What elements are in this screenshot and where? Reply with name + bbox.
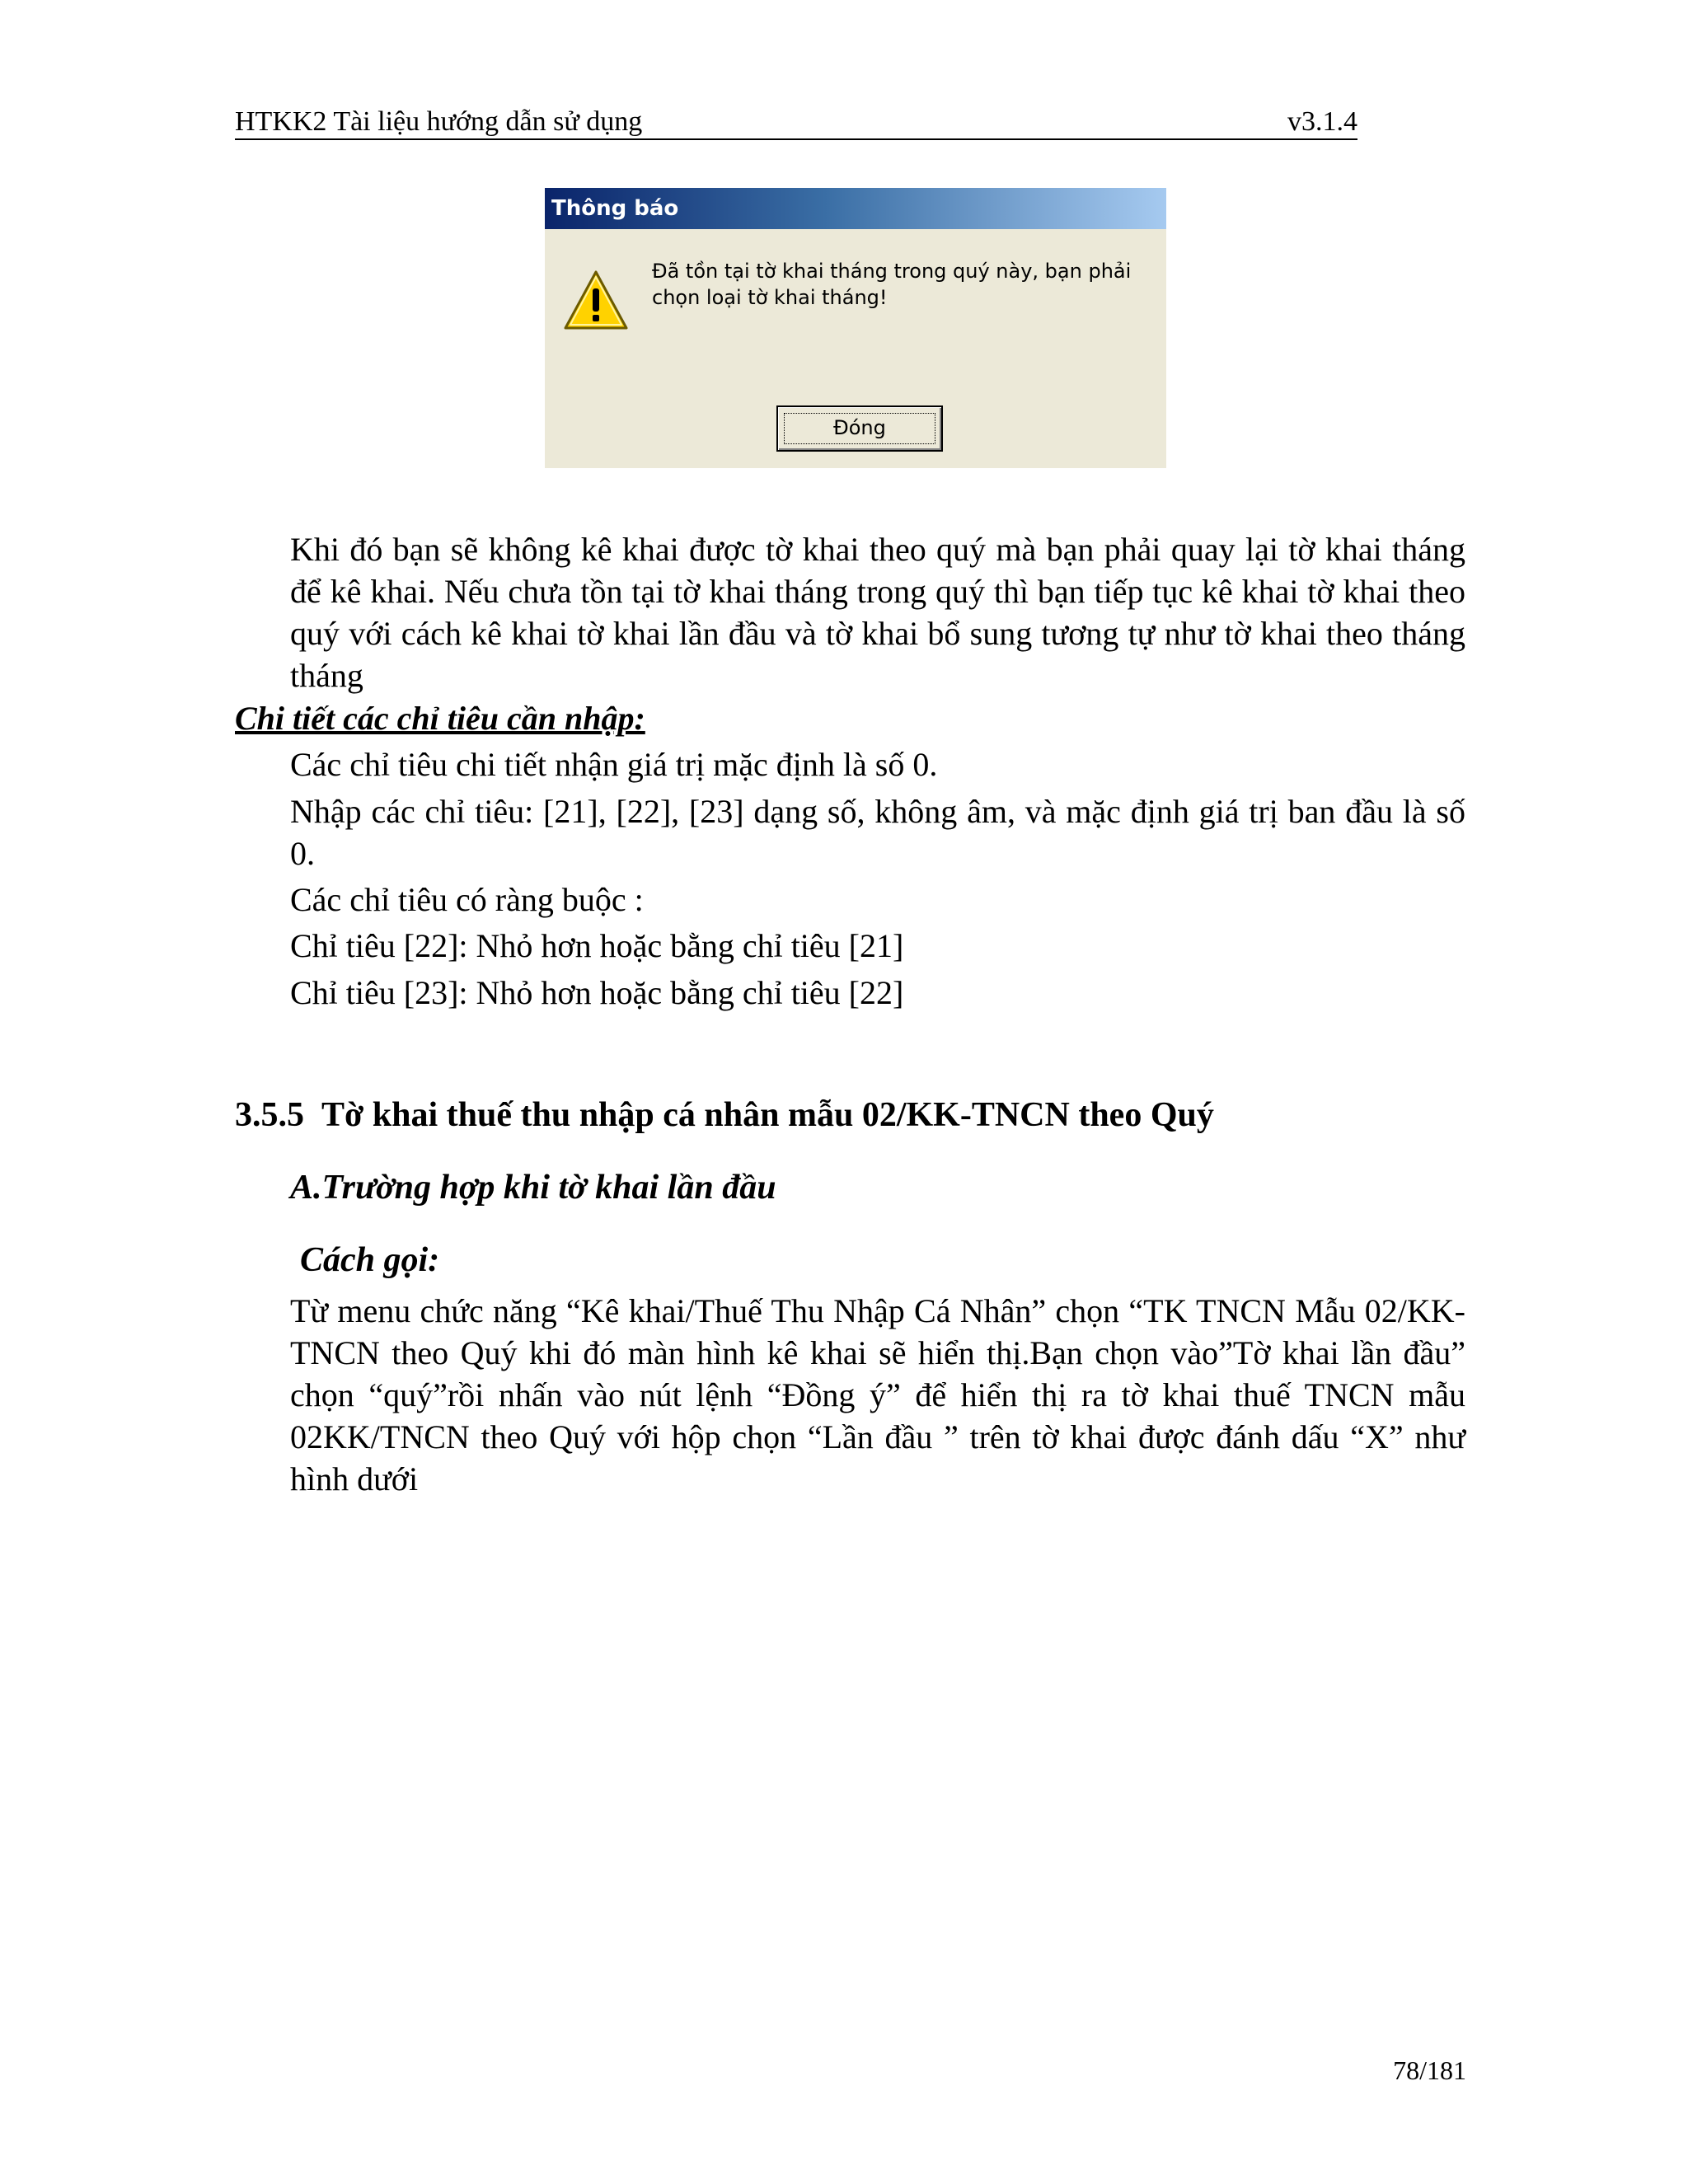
detail-heading-text: Chi tiết các chỉ tiêu cần nhập: xyxy=(235,700,645,737)
page-header xyxy=(235,105,1357,140)
header-version: v3.1.4 xyxy=(1287,106,1357,137)
close-button[interactable] xyxy=(776,405,943,452)
detail-heading xyxy=(235,697,645,739)
call-heading: Cách gọi: xyxy=(300,1241,440,1279)
header-title: HTKK2 Tài liệu hướng dẫn sử dụng xyxy=(235,106,643,137)
dialog-message-line: chọn loại tờ khai tháng! xyxy=(652,286,888,309)
detail-line: Các chỉ tiêu chi tiết nhận giá trị mặc định là số 0. xyxy=(290,746,938,783)
section-title: Tờ khai thuế thu nhập cá nhân mẫu 02/KK-TNCN theo Quý xyxy=(321,1096,1214,1134)
section-heading xyxy=(235,1094,1214,1137)
detail-line: Các chỉ tiêu có ràng buộc : xyxy=(290,881,644,918)
page-number: 78/181 xyxy=(1393,2055,1466,2085)
call-paragraph: Từ menu chức năng “Kê khai/Thuế Thu Nhập Cá Nhân” chọn “TK TNCN Mẫu 02/KK-TNCN theo Quý khi đó màn hình kê khai sẽ hiển thị.Bạn chọn vào”Tờ khai lần đầu” chọn “quý”rồi nhấn vào nút lệnh “Đồng ý” để hiển thị ra tờ khai thuế TNCN mẫu 02KK/TNCN theo Quý với hộp chọn “Lần đầu ” trên tờ khai được đánh dấu “X” như hình dưới xyxy=(290,1292,1465,1497)
close-button-label: Đóng xyxy=(833,416,886,439)
detail-line: Chỉ tiêu [23]: Nhỏ hơn hoặc bằng chỉ tiêu [22] xyxy=(290,974,904,1011)
detail-line: Chỉ tiêu [22]: Nhỏ hơn hoặc bằng chỉ tiêu [21] xyxy=(290,927,904,964)
detail-line: Nhập các chỉ tiêu: [21], [22], [23] dạng số, không âm, và mặc định giá trị ban đầu là số 0. xyxy=(290,793,1465,872)
dialog-message-line: Đã tồn tại tờ khai tháng trong quý này, bạn phải xyxy=(652,260,1132,283)
dialog-message xyxy=(652,258,1146,311)
notification-dialog xyxy=(545,188,1166,468)
dialog-title: Thông báo xyxy=(545,188,1166,229)
warning-icon xyxy=(563,269,629,331)
intro-paragraph: Khi đó bạn sẽ không kê khai được tờ khai theo quý mà bạn phải quay lại tờ khai tháng để kê khai. Nếu chưa tồn tại tờ khai tháng trong quý thì bạn tiếp tục kê khai tờ khai theo quý với cách kê khai tờ khai lần đầu và tờ khai bổ sung tương tự như tờ khai theo tháng tháng xyxy=(290,531,1465,694)
focus-rect xyxy=(784,413,935,444)
sub-heading: A.Trường hợp khi tờ khai lần đầu xyxy=(290,1169,776,1207)
section-number: 3.5.5 xyxy=(235,1096,304,1134)
